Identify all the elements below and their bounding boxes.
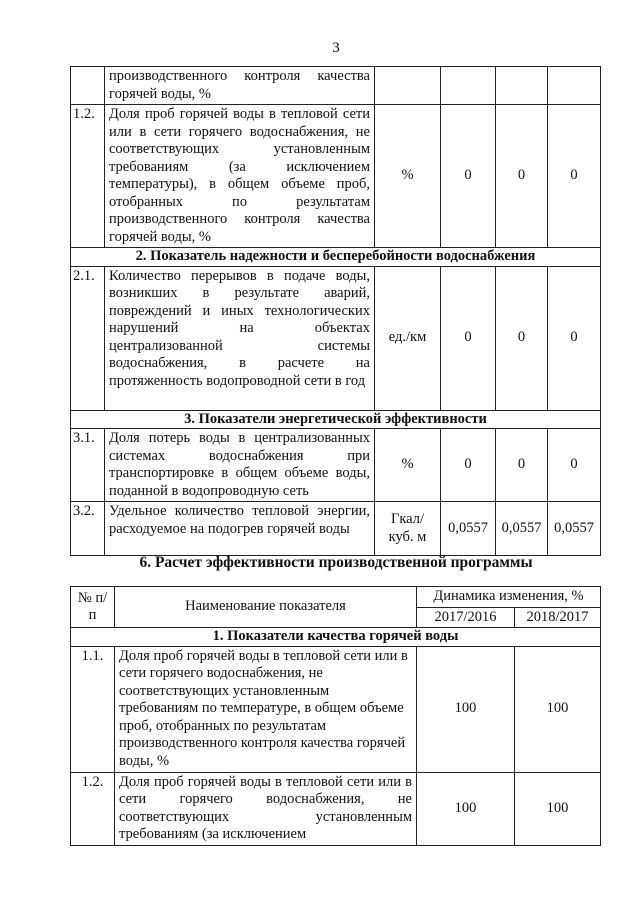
row-number: 3.2.: [71, 502, 105, 556]
header-dynamics: Динамика изменения, %: [417, 587, 601, 608]
table-row: [71, 67, 601, 105]
unit-cell: %: [375, 105, 441, 248]
efficiency-table: [70, 586, 601, 846]
table-row: [71, 502, 601, 556]
indicator-name: Доля проб горячей воды в тепловой сети или в сети горячего водоснабжения, не соответствующих установленным требованиям по температуре, в общем объеме проб, отобранных по результатам производственного контроля качества горячей воды, %: [115, 646, 417, 772]
header-row: [71, 587, 601, 608]
value-cell: 0: [548, 429, 601, 502]
section-row: [71, 410, 601, 429]
page-number: 3: [332, 40, 340, 56]
indicators-table-continued: [70, 66, 601, 556]
indicator-name: Доля потерь воды в централизованных системах водоснабжения при транспортировке в общем объеме воды, поданной в водопроводную сеть: [105, 429, 375, 502]
indicator-name: Количество перерывов в подаче воды, возникших в результате аварий, повреждений и иных технологических нарушений на объектах централизованной системы водоснабжения, в расчете на протяженность водопроводной сети в год: [105, 266, 375, 410]
section-title: 2. Показатель надежности и бесперебойности водоснабжения: [71, 248, 601, 267]
table-row: [71, 772, 601, 845]
value-cell: 0: [496, 429, 548, 502]
unit-cell: %: [375, 429, 441, 502]
indicator-name: Доля проб горячей воды в тепловой сети или в сети горячего водоснабжения, не соответствующих установленным требованиям (за исключением: [115, 772, 417, 845]
value-cell: 0,0557: [548, 502, 601, 556]
value-cell: [496, 67, 548, 105]
value-cell: 0: [548, 105, 601, 248]
row-number: 3.1.: [71, 429, 105, 502]
value-cell: 0: [441, 429, 496, 502]
row-number: 1.2.: [71, 105, 105, 248]
row-number: 1.2.: [71, 772, 115, 845]
header-indicator-name: Наименование показателя: [115, 587, 417, 628]
unit-cell: ед./км: [375, 266, 441, 410]
value-cell: [441, 67, 496, 105]
unit-cell: Гкал/ куб. м: [375, 502, 441, 556]
value-cell: 0,0557: [441, 502, 496, 556]
value-cell: 0: [441, 105, 496, 248]
value-cell: 0: [441, 266, 496, 410]
indicator-name: Доля проб горячей воды в тепловой сети или в сети горячего водоснабжения, не соответствующих установленным требованиям (за исключением температуры), в общем объеме проб, отобранных по результатам производственного контроля качества горячей воды, %: [105, 105, 375, 248]
value-cell: 0,0557: [496, 502, 548, 556]
table-row: [71, 105, 601, 248]
table-row: [71, 429, 601, 502]
header-period-1: 2017/2016: [417, 607, 515, 628]
row-number: 1.1.: [71, 646, 115, 772]
section-title: 3. Показатели энергетической эффективности: [71, 410, 601, 429]
section-title: 1. Показатели качества горячей воды: [71, 628, 601, 647]
unit-cell: [375, 67, 441, 105]
value-cell: [548, 67, 601, 105]
value-cell: 0: [496, 105, 548, 248]
header-period-2: 2018/2017: [515, 607, 601, 628]
value-cell: 100: [417, 772, 515, 845]
section-row: [71, 248, 601, 267]
row-number: [71, 67, 105, 105]
value-cell: 0: [548, 266, 601, 410]
indicator-name: Удельное количество тепловой энергии, расходуемое на подогрев горячей воды: [105, 502, 375, 556]
section-row: [71, 628, 601, 647]
value-cell: 100: [417, 646, 515, 772]
value-cell: 0: [496, 266, 548, 410]
header-number: № п/п: [71, 587, 115, 628]
value-cell: 100: [515, 772, 601, 845]
indicator-name: производственного контроля качества горячей воды, %: [105, 67, 375, 105]
table-row: [71, 646, 601, 772]
section-6-title: 6. Расчет эффективности производственной программы: [139, 554, 533, 571]
table-row: [71, 266, 601, 410]
row-number: 2.1.: [71, 266, 105, 410]
value-cell: 100: [515, 646, 601, 772]
